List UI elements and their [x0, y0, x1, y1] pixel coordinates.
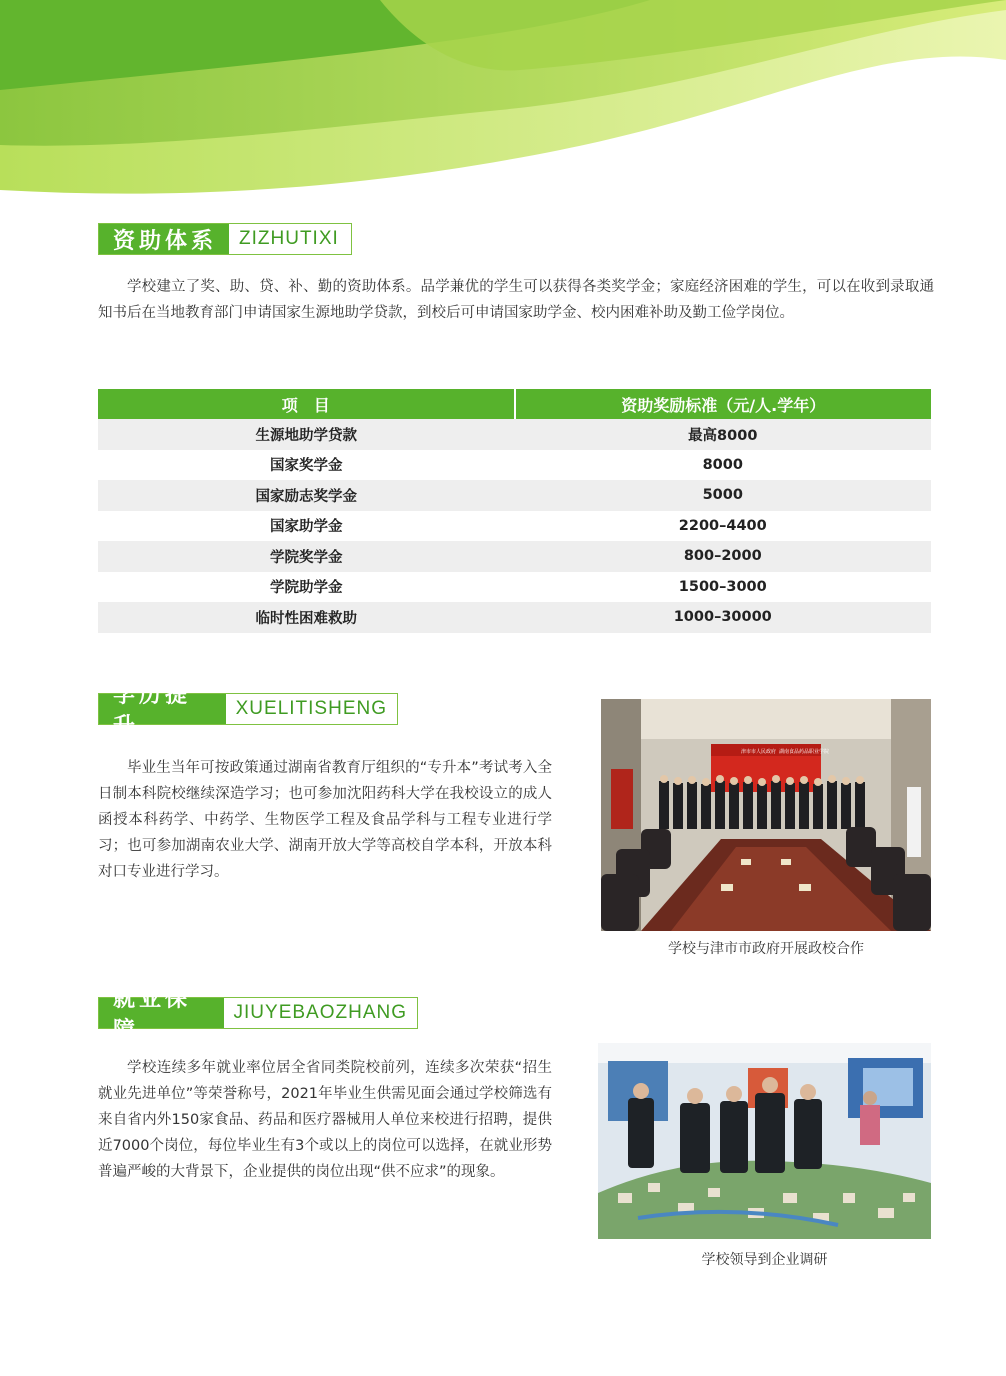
enterprise-photo-caption: 学校领导到企业调研: [701, 1252, 828, 1268]
section-title-employment: [98, 987, 418, 1043]
table-cell-amount: 8000: [702, 456, 743, 473]
table-cell-item: 学院助学金: [270, 580, 343, 597]
table-header-standard: 资助奖励标准（元/人.学年）: [621, 395, 826, 415]
table-cell-item: 生源地助学贷款: [255, 427, 357, 444]
aid-paragraph: 学校建立了奖、助、贷、补、勤的资助体系。品学兼优的学生可以获得各类奖学金；家庭经济困难的学生，可以在收到录取通知书后在当地教育部门申请国家生源地助学贷款，到校后可申请国家助学金、校内困难补助及勤工俭学岗位。: [98, 279, 934, 321]
section-title-aid: [98, 223, 352, 255]
education-paragraph: 毕业生当年可按政策通过湖南省教育厅组织的“专升本”考试考入全日制本科院校继续深造学习；也可参加沈阳药科大学在我校设立的成人函授本科药学、中药学、生物医学工程及食品学科与工程专业进行学习；也可参加湖南农业大学、湖南开放大学等高校自学本科，开放本科对口专业进行学习。: [98, 760, 552, 880]
section-title-cn: 资助体系: [99, 224, 229, 254]
section-title-cn: 学历提升: [99, 694, 226, 724]
green-wave-banner: [0, 0, 1006, 200]
table-header-item: 项 目: [98, 389, 516, 419]
table-row: [98, 480, 931, 511]
table-cell-amount: 800–2000: [683, 548, 762, 565]
section-title-en: ZIZHUTIXI: [239, 228, 339, 249]
table-row: [98, 419, 931, 450]
meeting-photo-caption: 学校与津市市政府开展政校合作: [668, 941, 864, 957]
table-cell-item: 国家奖学金: [270, 458, 343, 475]
table-cell-item: 国家励志奖学金: [255, 488, 357, 505]
section-title-en: XUELITISHENG: [235, 698, 387, 719]
table-row: [98, 602, 931, 633]
table-cell-item: 学院奖学金: [270, 549, 343, 566]
banner-text-left: 津市市人民政府: [741, 749, 777, 755]
table-row: [98, 541, 931, 572]
table-cell-item: 国家助学金: [270, 519, 343, 536]
meeting-photo: [601, 699, 931, 931]
table-row: [98, 572, 931, 603]
section-title-en: JIUYEBAOZHANG: [233, 1002, 407, 1023]
table-row: [98, 450, 931, 481]
table-cell-amount: 1000–30000: [673, 609, 772, 626]
table-cell-amount: 5000: [702, 487, 743, 504]
table-cell-amount: 最高8000: [688, 427, 758, 444]
table-header: [98, 389, 931, 419]
section-title-education: [98, 683, 398, 739]
table-cell-amount: 1500–3000: [678, 578, 767, 595]
banner-text-right: 湖南食品药品职业学院: [779, 749, 830, 755]
table-cell-amount: 2200–4400: [678, 517, 767, 534]
table-row: [98, 511, 931, 542]
employment-paragraph: 学校连续多年就业率位居全省同类院校前列，连续多次荣获“招生就业先进单位”等荣誉称号，2021年毕业生供需见面会通过学校筛选有来自省内外150家食品、药品和医疗器械用人单位来校进行招聘，提供近7000个岗位，每位毕业生有3个或以上的岗位可以选择，在就业形势普遍严峻的大背景下，企业提供的岗位出现“供不应求”的现象。: [98, 1060, 552, 1180]
table-cell-item: 临时性困难救助: [255, 610, 357, 627]
section-title-cn: 就业保障: [99, 998, 224, 1028]
enterprise-visit-photo: [598, 1043, 931, 1239]
aid-standard-table: [98, 389, 931, 633]
